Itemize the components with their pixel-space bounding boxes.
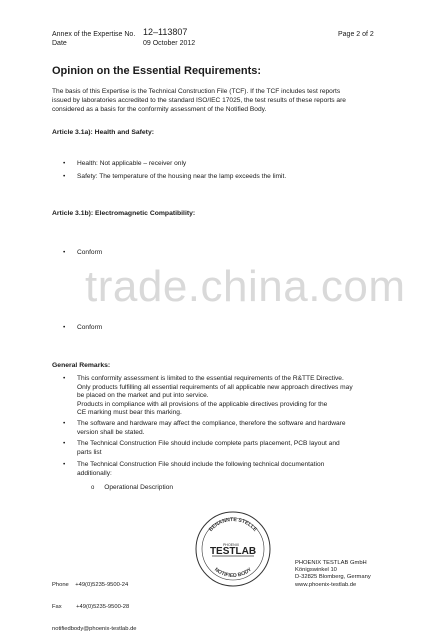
svg-text:NOTIFIED BODY bbox=[213, 566, 253, 579]
bullet-icon: • bbox=[63, 440, 66, 447]
page-title: Opinion on the Essential Requirements: bbox=[52, 65, 262, 77]
intro-line-3: considered as a basis for the conformity assessment of the Notified Body. bbox=[52, 106, 267, 113]
date-label: Date bbox=[52, 40, 67, 47]
remark-item: • This conformity assessment is limited to the essential requirements of the R&TTE Directive. Only products fulfilling all essential requirements of all applicable new approach directives may be placed on the market and put into service. Products in compliance with all provisions of the applicable directives providing for the CE marking must bear this marking. bbox=[63, 375, 353, 417]
remark-item: • The Technical Construction File should include complete parts placement, PCB layout and parts list bbox=[63, 440, 340, 456]
bullet-icon: • bbox=[63, 249, 66, 256]
bullet-icon: • bbox=[63, 420, 66, 427]
bullet-icon: • bbox=[63, 160, 66, 167]
footer-email: notifiedbody@phoenix-testlab.de bbox=[52, 625, 137, 632]
street: Königswinkel 10 bbox=[295, 567, 337, 574]
annex-number: 12–113807 bbox=[143, 27, 188, 37]
intro-line-1: The basis of this Expertise is the Technical Construction File (TCF). If the TCF includes test reports bbox=[52, 88, 341, 95]
website: www.phoenix-testlab.de bbox=[295, 581, 357, 588]
annex-label: Annex of the Expertise No. bbox=[52, 31, 136, 38]
date-value: 09 October 2012 bbox=[143, 40, 196, 47]
svg-text:BENANNTE STELLE bbox=[208, 517, 258, 533]
article-31b-heading: Article 3.1b): Electromagnetic Compatibility: bbox=[52, 210, 196, 217]
remark-item: • The software and hardware may affect the compliance, therefore the software and hardware version shall be stated. bbox=[63, 420, 346, 436]
remark-item: • The Technical Construction File should include the following technical documentation additionally: bbox=[63, 461, 325, 477]
footer-phone: Phone +49(0)5235-9500-24 bbox=[52, 582, 129, 589]
intro-line-2: issued by laboratories accredited to the standard ISO/IEC 17025, the test results of these reports are bbox=[52, 97, 346, 104]
article-31a-heading: Article 3.1a): Health and Safety: bbox=[52, 129, 154, 136]
company-name: PHOENIX TESTLAB GmbH bbox=[295, 560, 367, 566]
bullet-icon: • bbox=[63, 324, 66, 331]
notified-body-stamp bbox=[193, 509, 273, 589]
bullet-icon: • bbox=[63, 173, 66, 180]
stamp-bottom-text: NOTIFIED BODY bbox=[213, 566, 253, 580]
stamp-top-text: BENANNTE STELLE bbox=[208, 516, 258, 533]
circle-bullet-icon: o bbox=[91, 485, 95, 491]
city: D-32825 Blomberg, Germany bbox=[295, 574, 371, 581]
page-number: Page 2 of 2 bbox=[338, 31, 374, 38]
stamp-name: TESTLAB bbox=[209, 546, 257, 557]
footer-address bbox=[295, 560, 371, 589]
sub-list-item: o Operational Description bbox=[91, 484, 174, 491]
bullet-icon: • bbox=[63, 375, 66, 382]
footer-contact bbox=[52, 568, 137, 640]
footer-fax: Fax +49(0)5235-9500-28 bbox=[52, 604, 130, 611]
watermark: trade.china.com bbox=[85, 262, 406, 311]
bullet-icon: • bbox=[63, 461, 66, 468]
general-remarks-heading: General Remarks: bbox=[52, 362, 111, 369]
stamp-small-text: PHOENIX bbox=[223, 543, 240, 547]
